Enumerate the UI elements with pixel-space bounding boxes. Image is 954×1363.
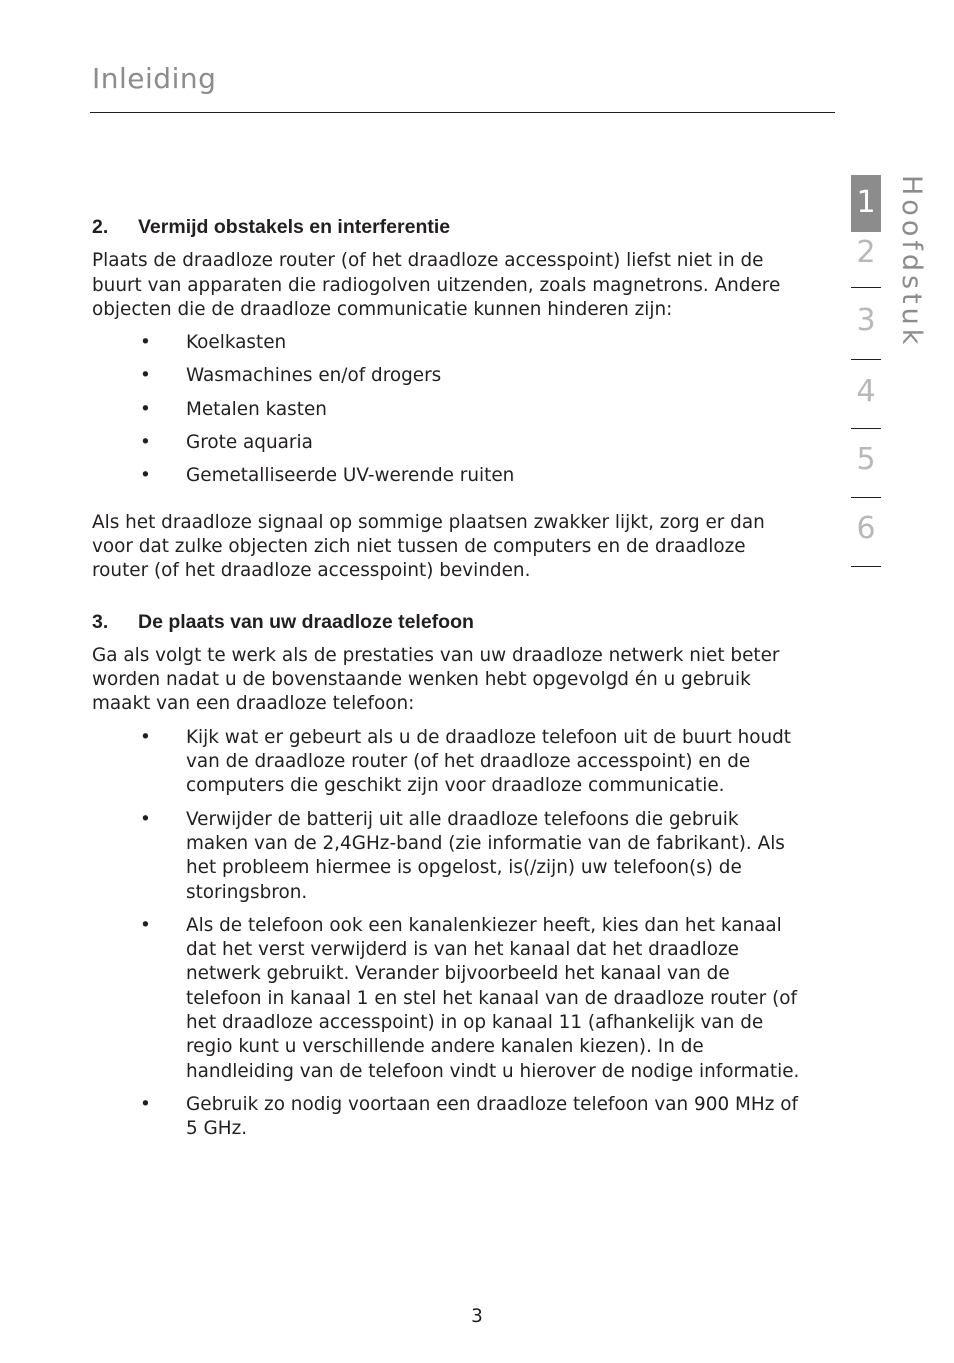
list-item: • Als de telefoon ook een kanalenkiezer heeft, kies dan het kanaal dat het verst verwijderd is van het kanaal dat het draadloze netwerk gebruikt. Verander bijvoorbeeld het kanaal van de telefoon in kanaal 1 en stel het kanaal van de draadloze router (of het draadloze accesspoint) in op kanaal 11 (afhankelijk van de regio kunt u verschillende andere kanalen kiezen). In de handleiding van de telefoon vindt u hierover de nodige informatie. bbox=[92, 914, 804, 1084]
chapter-tab-label: 4 bbox=[856, 374, 876, 409]
chapter-tab-6[interactable] bbox=[851, 498, 881, 567]
page-header-title: Inleiding bbox=[92, 62, 217, 95]
chapter-label: Hoofdstuk bbox=[896, 175, 927, 349]
chapter-tab-label: 5 bbox=[856, 442, 876, 477]
list-item: • Gemetalliseerde UV-werende ruiten bbox=[92, 464, 804, 488]
tab-divider bbox=[851, 566, 881, 567]
page-number: 3 bbox=[471, 1306, 483, 1327]
section-heading bbox=[92, 215, 804, 239]
chapter-tab-5[interactable] bbox=[851, 429, 881, 498]
section-heading bbox=[92, 610, 804, 634]
list-item: • Wasmachines en/of drogers bbox=[92, 364, 804, 388]
section-intro: Plaats de draadloze router (of het draadloze accesspoint) liefst niet in de buurt van apparaten die radiogolven uitzenden, zoals magnetrons. Andere objecten die de draadloze communicatie kunnen hinderen zijn: bbox=[92, 250, 781, 320]
section-intro: Ga als volgt te werk als de prestaties van uw draadloze netwerk niet beter worden nadat u de bovenstaande wenken hebt opgevolgd én u gebruik maakt van een draadloze telefoon: bbox=[92, 644, 780, 715]
chapter-tab-2[interactable] bbox=[851, 232, 881, 288]
chapter-tab-label: 6 bbox=[856, 511, 876, 546]
list-item: • Metalen kasten bbox=[92, 398, 804, 422]
header-divider bbox=[90, 112, 835, 113]
section-title: De plaats van uw draadloze telefoon bbox=[138, 610, 474, 633]
list-item: • Verwijder de batterij uit alle draadloze telefoons die gebruik maken van de 2,4GHz-band (zie informatie van de fabrikant). Als het probleem hiermee is opgelost, is(/zijn) uw telefoon(s) de storingsbron. bbox=[92, 808, 804, 905]
telephone-tips-list bbox=[92, 726, 804, 1142]
chapter-tab-label: 1 bbox=[856, 185, 876, 220]
main-content bbox=[92, 215, 804, 1142]
list-item: • Grote aquaria bbox=[92, 431, 804, 455]
chapter-tabs bbox=[851, 175, 881, 567]
chapter-tab-3[interactable] bbox=[851, 288, 881, 360]
section-outro: Als het draadloze signaal op sommige plaatsen zwakker lijkt, zorg er dan voor dat zulke objecten zich niet tussen de computers en de draadloze router (of het draadloze accesspoint) bevinden. bbox=[92, 511, 765, 582]
chapter-tab-label: 3 bbox=[856, 303, 876, 338]
chapter-tab-1[interactable] bbox=[851, 175, 881, 232]
list-item: • Gebruik zo nodig voortaan een draadloze telefoon van 900 MHz of 5 GHz. bbox=[92, 1093, 804, 1142]
obstacle-list bbox=[92, 331, 804, 488]
list-item: • Koelkasten bbox=[92, 331, 804, 355]
section-number: 3. bbox=[92, 610, 109, 633]
section-number: 2. bbox=[92, 216, 109, 238]
section-title: Vermijd obstakels en interferentie bbox=[138, 216, 451, 238]
chapter-tab-4[interactable] bbox=[851, 360, 881, 429]
chapter-tab-label: 2 bbox=[856, 235, 876, 270]
list-item: • Kijk wat er gebeurt als u de draadloze telefoon uit de buurt houdt van de draadloze router (of het draadloze accesspoint) en de computers die geschikt zijn voor draadloze communicatie. bbox=[92, 726, 804, 799]
